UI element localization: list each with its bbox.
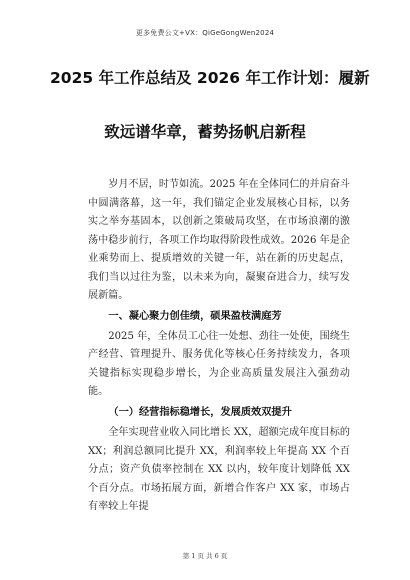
page-number: 第 1 页 共 6 页 — [182, 552, 228, 560]
section-1-heading: 一、凝心聚力创佳绩，硕果盈枝满庭芳 — [108, 310, 282, 322]
document-body — [88, 176, 350, 517]
document-title-line-1: 2025 年工作总结及 2026 年工作计划：履新 — [50, 69, 370, 87]
intro-paragraph: 岁月不居，时节如流。2025 年在全体同仁的并肩奋斗中圆满落幕，这一年，我们锚定企业发展核心目标，以务实之举夯基固本，以创新之策破局攻坚，在市场浪潮的激荡中稳步前行，各项工作均取得阶段性成效。2026 年是企业乘势而上、提质增效的关键一年，站在新的历史起点，我们当以过往为鉴，以未来为向，凝聚奋进合力，续写发展新篇。 — [88, 179, 350, 302]
section-1-paragraph: 2025 年，全体员工心往一处想、劲往一处使，围绕生产经营、管理提升、服务优化等核心任务持续发力，各项关键指标实现稳步增长，为企业高质量发展注入强劲动能。 — [88, 330, 350, 398]
header-note: 更多免费公文+VX：QiGeGongWen2024 — [135, 29, 275, 37]
subsection-1-heading: （一）经营指标稳增长，发展质效双提升 — [108, 407, 292, 419]
document-title-line-2: 致远谱华章，蓄势扬帆启新程 — [104, 123, 306, 141]
subsection-1-paragraph: 全年实现营业收入同比增长 XX，超额完成年度目标的 XX；利润总额同比提升 XX，利润率较上年提高 XX 个百分点；资产负债率控制在 XX 以内，较年度计划降低 XX 个百分点。市场拓展方面，新增合作客户 XX 家，市场占有率较上年提 — [88, 427, 350, 513]
